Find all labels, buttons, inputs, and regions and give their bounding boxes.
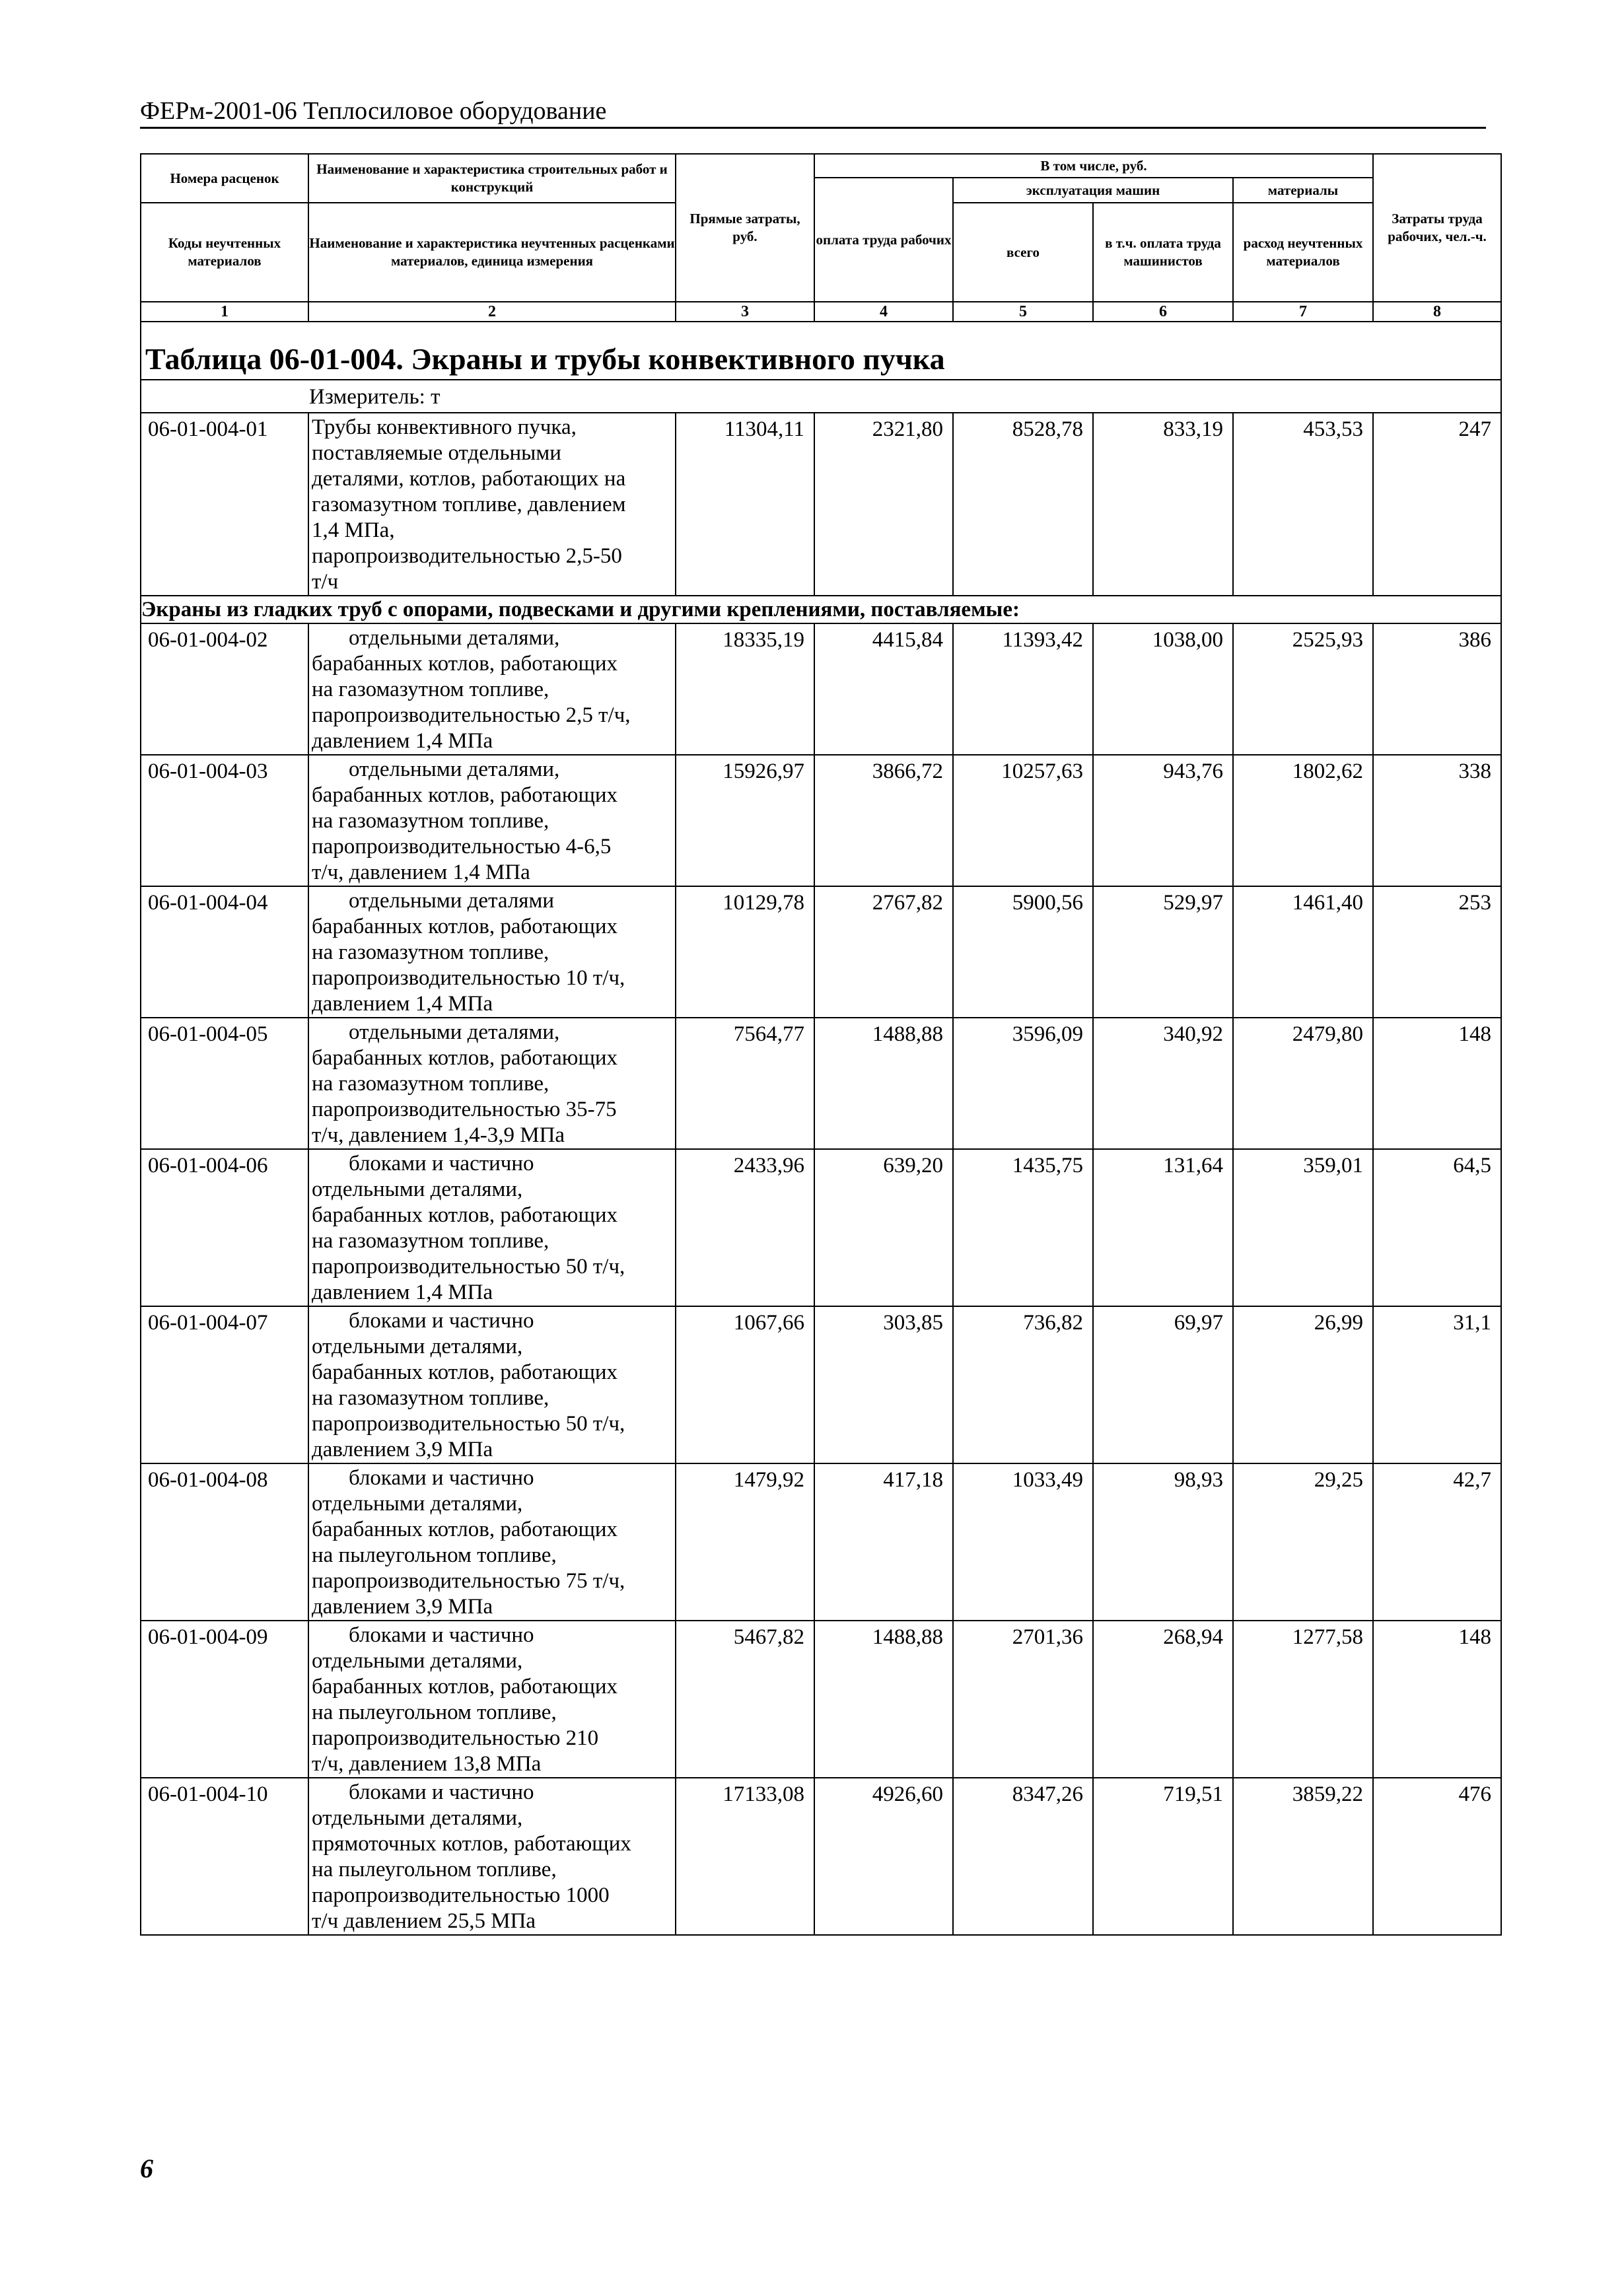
operators-wages-cell: 943,76 <box>1093 755 1233 886</box>
column-number: 2 <box>308 302 676 322</box>
work-name-line: паропроизводительностью 35-75 <box>312 1098 617 1121</box>
work-name-line: блоками и частично <box>349 1309 534 1333</box>
header-col6: в т.ч. оплата труда машинистов <box>1093 203 1233 302</box>
work-name-line: газомазутном топливе, давлением <box>312 493 626 516</box>
direct-cost-cell: 7564,77 <box>676 1018 814 1149</box>
price-table <box>140 153 1502 1936</box>
materials-cell: 26,99 <box>1233 1306 1373 1463</box>
work-name-line: давлением 1,4 МПа <box>312 992 493 1016</box>
rate-code-cell: 06-01-004-03 <box>141 755 308 886</box>
table-row <box>141 623 1501 755</box>
work-name-line: давлением 3,9 МПа <box>312 1595 493 1619</box>
rate-code-cell: 06-01-004-05 <box>141 1018 308 1149</box>
machines-cell: 8347,26 <box>953 1778 1093 1935</box>
work-name-line: на газомазутном топливе, <box>312 1229 549 1253</box>
work-name-line: паропроизводительностью 4-6,5 <box>312 835 612 859</box>
group-heading: Экраны из гладких труб с опорами, подвесками и другими креплениями, поставляемые: <box>141 596 1501 623</box>
work-name-line: паропроизводительностью 10 т/ч, <box>312 966 625 990</box>
wages-cell: 1488,88 <box>814 1018 953 1149</box>
labor-cell: 42,7 <box>1373 1463 1501 1621</box>
materials-cell: 2525,93 <box>1233 623 1373 755</box>
column-number: 7 <box>1233 302 1373 322</box>
table-row <box>141 413 1501 596</box>
work-name-line: 1,4 МПа, <box>312 518 395 542</box>
work-name-line: т/ч, давлением 13,8 МПа <box>312 1752 542 1776</box>
labor-cell: 31,1 <box>1373 1306 1501 1463</box>
header-col5: всего <box>953 203 1093 302</box>
column-number: 4 <box>814 302 953 322</box>
group-heading-row <box>141 596 1501 623</box>
work-name-cell <box>308 1018 676 1149</box>
column-number: 6 <box>1093 302 1233 322</box>
labor-cell: 253 <box>1373 886 1501 1018</box>
column-number: 1 <box>141 302 308 322</box>
column-numbers-row <box>141 302 1501 322</box>
work-name-line: т/ч, давлением 1,4 МПа <box>312 860 530 884</box>
work-name-line: на газомазутном топливе, <box>312 1386 549 1410</box>
direct-cost-cell: 11304,11 <box>676 413 814 596</box>
work-name-cell <box>308 1306 676 1463</box>
work-name-line: на газомазутном топливе, <box>312 678 549 701</box>
operators-wages-cell: 98,93 <box>1093 1463 1233 1621</box>
work-name-line: отдельными деталями, <box>349 1020 560 1044</box>
work-name-line: давлением 1,4 МПа <box>312 729 493 753</box>
header-row-1 <box>141 154 1501 178</box>
materials-cell: 453,53 <box>1233 413 1373 596</box>
header-group: В том числе, руб. <box>814 154 1373 178</box>
labor-cell: 476 <box>1373 1778 1501 1935</box>
wages-cell: 1488,88 <box>814 1621 953 1778</box>
work-name-line: поставляемые отдельными <box>312 441 561 465</box>
work-name-line: на пылеугольном топливе, <box>312 1543 557 1567</box>
work-name-line: на пылеугольном топливе, <box>312 1701 557 1724</box>
work-name-line: на пылеугольном топливе, <box>312 1858 557 1881</box>
table-meter: Измеритель: т <box>141 380 1501 413</box>
operators-wages-cell: 69,97 <box>1093 1306 1233 1463</box>
wages-cell: 2767,82 <box>814 886 953 1018</box>
work-name-line: отдельными деталями, <box>349 757 560 781</box>
table-row <box>141 1306 1501 1463</box>
header-machines: эксплуатация машин <box>953 178 1233 203</box>
machines-cell: 5900,56 <box>953 886 1093 1018</box>
table-row <box>141 755 1501 886</box>
work-name-line: паропроизводительностью 50 т/ч, <box>312 1412 625 1436</box>
materials-cell: 1802,62 <box>1233 755 1373 886</box>
work-name-line: отдельными деталями, <box>349 626 560 650</box>
work-name-line: на газомазутном топливе, <box>312 1072 549 1096</box>
operators-wages-cell: 833,19 <box>1093 413 1233 596</box>
direct-cost-cell: 15926,97 <box>676 755 814 886</box>
operators-wages-cell: 719,51 <box>1093 1778 1233 1935</box>
rate-code-cell: 06-01-004-06 <box>141 1149 308 1306</box>
header-col3: Прямые затраты, руб. <box>676 154 814 302</box>
header-col2-bottom: Наименование и характеристика неучтенных расценками материалов, единица измерения <box>308 203 676 302</box>
work-name-line: паропроизводительностью 1000 <box>312 1883 610 1907</box>
work-name-line: отдельными деталями, <box>312 1335 523 1358</box>
wages-cell: 2321,80 <box>814 413 953 596</box>
rate-code-cell: 06-01-004-07 <box>141 1306 308 1463</box>
wages-cell: 4926,60 <box>814 1778 953 1935</box>
operators-wages-cell: 268,94 <box>1093 1621 1233 1778</box>
machines-cell: 1435,75 <box>953 1149 1093 1306</box>
direct-cost-cell: 5467,82 <box>676 1621 814 1778</box>
page-header <box>140 96 1486 129</box>
meter-row <box>141 380 1501 413</box>
machines-cell: 1033,49 <box>953 1463 1093 1621</box>
table-row <box>141 1149 1501 1306</box>
rate-code-cell: 06-01-004-08 <box>141 1463 308 1621</box>
work-name-line: давлением 1,4 МПа <box>312 1281 493 1304</box>
work-name-line: на газомазутном топливе, <box>312 940 549 964</box>
operators-wages-cell: 529,97 <box>1093 886 1233 1018</box>
operators-wages-cell: 1038,00 <box>1093 623 1233 755</box>
work-name-cell <box>308 886 676 1018</box>
work-name-line: блоками и частично <box>349 1780 534 1804</box>
work-name-line: отдельными деталями, <box>312 1492 523 1516</box>
table-row <box>141 886 1501 1018</box>
work-name-line: барабанных котлов, работающих <box>312 1046 618 1070</box>
column-number: 5 <box>953 302 1093 322</box>
wages-cell: 639,20 <box>814 1149 953 1306</box>
work-name-line: паропроизводительностью 2,5-50 <box>312 544 622 568</box>
direct-cost-cell: 17133,08 <box>676 1778 814 1935</box>
page-number: 6 <box>140 2154 153 2183</box>
work-name-cell <box>308 1149 676 1306</box>
work-name-line: т/ч давлением 25,5 МПа <box>312 1909 536 1933</box>
work-name-cell <box>308 1778 676 1935</box>
work-name-line: барабанных котлов, работающих <box>312 1518 618 1541</box>
work-name-line: отдельными деталями, <box>312 1177 523 1201</box>
labor-cell: 338 <box>1373 755 1501 886</box>
work-name-line: паропроизводительностью 210 <box>312 1726 599 1750</box>
labor-cell: 386 <box>1373 623 1501 755</box>
work-name-line: барабанных котлов, работающих <box>312 1360 618 1384</box>
wages-cell: 3866,72 <box>814 755 953 886</box>
header-col4: оплата труда рабочих <box>814 178 953 302</box>
work-name-line: отдельными деталями, <box>312 1806 523 1830</box>
labor-cell: 247 <box>1373 413 1501 596</box>
work-name-line: барабанных котлов, работающих <box>312 652 618 676</box>
direct-cost-cell: 10129,78 <box>676 886 814 1018</box>
header-col1-bottom: Коды неучтенных материалов <box>141 203 308 302</box>
table-row <box>141 1018 1501 1149</box>
work-name-line: блоками и частично <box>349 1466 534 1490</box>
work-name-line: паропроизводительностью 75 т/ч, <box>312 1569 625 1593</box>
work-name-line: барабанных котлов, работающих <box>312 1203 618 1227</box>
work-name-line: барабанных котлов, работающих <box>312 915 618 938</box>
column-number: 8 <box>1373 302 1501 322</box>
work-name-line: т/ч <box>312 570 339 594</box>
operators-wages-cell: 340,92 <box>1093 1018 1233 1149</box>
materials-cell: 29,25 <box>1233 1463 1373 1621</box>
work-name-line: блоками и частично <box>349 1152 534 1176</box>
table-title: Таблица 06-01-004. Экраны и трубы конвективного пучка <box>141 322 1501 380</box>
column-number: 3 <box>676 302 814 322</box>
work-name-line: паропроизводительностью 2,5 т/ч, <box>312 703 631 727</box>
work-name-cell <box>308 413 676 596</box>
work-name-line: барабанных котлов, работающих <box>312 1675 618 1699</box>
work-name-cell <box>308 1621 676 1778</box>
materials-cell: 1277,58 <box>1233 1621 1373 1778</box>
operators-wages-cell: 131,64 <box>1093 1149 1233 1306</box>
header-col8: Затраты труда рабочих, чел.-ч. <box>1373 154 1501 302</box>
machines-cell: 2701,36 <box>953 1621 1093 1778</box>
rate-code-cell: 06-01-004-09 <box>141 1621 308 1778</box>
rate-code-cell: 06-01-004-10 <box>141 1778 308 1935</box>
machines-cell: 3596,09 <box>953 1018 1093 1149</box>
table-row <box>141 1463 1501 1621</box>
labor-cell: 148 <box>1373 1018 1501 1149</box>
work-name-line: отдельными деталями, <box>312 1649 523 1673</box>
direct-cost-cell: 18335,19 <box>676 623 814 755</box>
work-name-cell <box>308 623 676 755</box>
work-name-cell <box>308 755 676 886</box>
labor-cell: 148 <box>1373 1621 1501 1778</box>
labor-cell: 64,5 <box>1373 1149 1501 1306</box>
work-name-cell <box>308 1463 676 1621</box>
work-name-line: прямоточных котлов, работающих <box>312 1832 631 1856</box>
rate-code-cell: 06-01-004-04 <box>141 886 308 1018</box>
materials-cell: 3859,22 <box>1233 1778 1373 1935</box>
materials-cell: 359,01 <box>1233 1149 1373 1306</box>
machines-cell: 10257,63 <box>953 755 1093 886</box>
direct-cost-cell: 1067,66 <box>676 1306 814 1463</box>
direct-cost-cell: 1479,92 <box>676 1463 814 1621</box>
wages-cell: 303,85 <box>814 1306 953 1463</box>
page-header-title: ФЕРм-2001-06 Теплосиловое оборудование <box>140 97 607 125</box>
wages-cell: 417,18 <box>814 1463 953 1621</box>
work-name-line: блоками и частично <box>349 1623 534 1647</box>
table-row <box>141 1621 1501 1778</box>
direct-cost-cell: 2433,96 <box>676 1149 814 1306</box>
header-materials: материалы <box>1233 178 1373 203</box>
materials-cell: 2479,80 <box>1233 1018 1373 1149</box>
machines-cell: 11393,42 <box>953 623 1093 755</box>
table-row <box>141 1778 1501 1935</box>
work-name-line: барабанных котлов, работающих <box>312 783 618 807</box>
work-name-line: т/ч, давлением 1,4-3,9 МПа <box>312 1123 565 1147</box>
machines-cell: 736,82 <box>953 1306 1093 1463</box>
rate-code-cell: 06-01-004-02 <box>141 623 308 755</box>
header-col1-top: Номера расценок <box>141 154 308 203</box>
work-name-line: паропроизводительностью 50 т/ч, <box>312 1255 625 1279</box>
rate-code-cell: 06-01-004-01 <box>141 413 308 596</box>
work-name-line: давлением 3,9 МПа <box>312 1438 493 1461</box>
wages-cell: 4415,84 <box>814 623 953 755</box>
machines-cell: 8528,78 <box>953 413 1093 596</box>
table-title-row <box>141 322 1501 380</box>
work-name-line: на газомазутном топливе, <box>312 809 549 833</box>
header-col7: расход неучтенных материалов <box>1233 203 1373 302</box>
materials-cell: 1461,40 <box>1233 886 1373 1018</box>
header-col2-top: Наименование и характеристика строительных работ и конструкций <box>308 154 676 203</box>
work-name-line: деталями, котлов, работающих на <box>312 467 626 491</box>
work-name-line: Трубы конвективного пучка, <box>312 415 577 439</box>
work-name-line: отдельными деталями <box>349 889 555 913</box>
